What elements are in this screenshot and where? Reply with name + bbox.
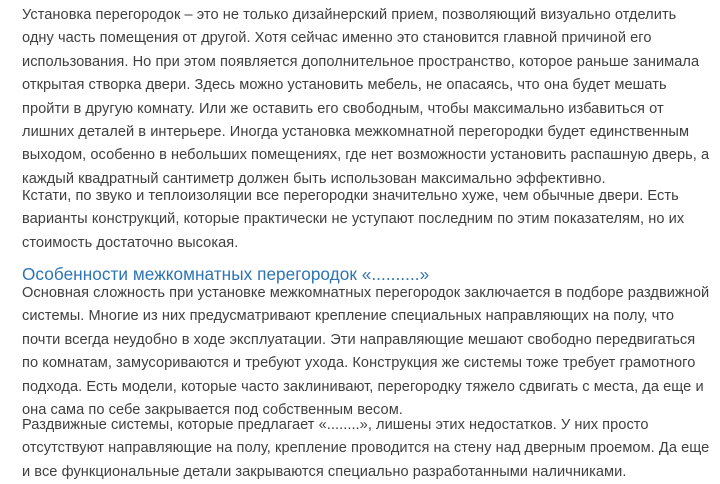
- paragraph-sliding-difficulty: Основная сложность при установке межкомнатных перегородок заключается в подборе раздвижной системы. Многие из них предусматривают крепление специальных направляющих на полу, что почти всегда неудобно в ходе эксплуатации. Эти направляющие мешают свободно передвигаться по комнатам, замусориваются и требуют ухода. Конструкция же системы тоже требует грамотного подхода. Есть модели, которые часто заклинивают, перегородку тяжело сдвигать с места, да еще и она сама по себе закрывается под собственным весом.: [22, 285, 710, 419]
- paragraph-insulation: Кстати, по звуко и теплоизоляции все перегородки значительно хуже, чем обычные двери. Есть варианты конструкций, которые практически не уступают последним по этим показателям, но их стоимость достаточно высокая.: [22, 188, 685, 251]
- paragraph-intro: Установка перегородок – это не только дизайнерский прием, позволяющий визуально отделить одну часть помещения от другой. Хотя сейчас именно это становится главной причиной его использования. Но при этом появляется дополнительное пространство, которое раньше занимала открытая створка двери. Здесь можно установить мебель, не опасаясь, что она будет мешать пройти в другую комнату. Или же оставить его свободным, чтобы максимально избавиться от лишних деталей в интерьере. Иногда установка межкомнатной перегородки будет единственным выходом, особенно в небольших помещениях, где нет возможности установить распашную дверь, а каждый квадратный сантиметр должен быть использован максимально эффективно.: [22, 7, 710, 187]
- paragraph-sliding-systems: Раздвижные системы, которые предлагает «........», лишены этих недостатков. У них просто отсутствуют направляющие на полу, крепление проводится на стену над дверным проемом. Да еще и все функциональные детали закрываются специально разработанными наличниками.: [22, 417, 710, 480]
- section-heading: Особенности межкомнатных перегородок «..........»: [22, 264, 430, 284]
